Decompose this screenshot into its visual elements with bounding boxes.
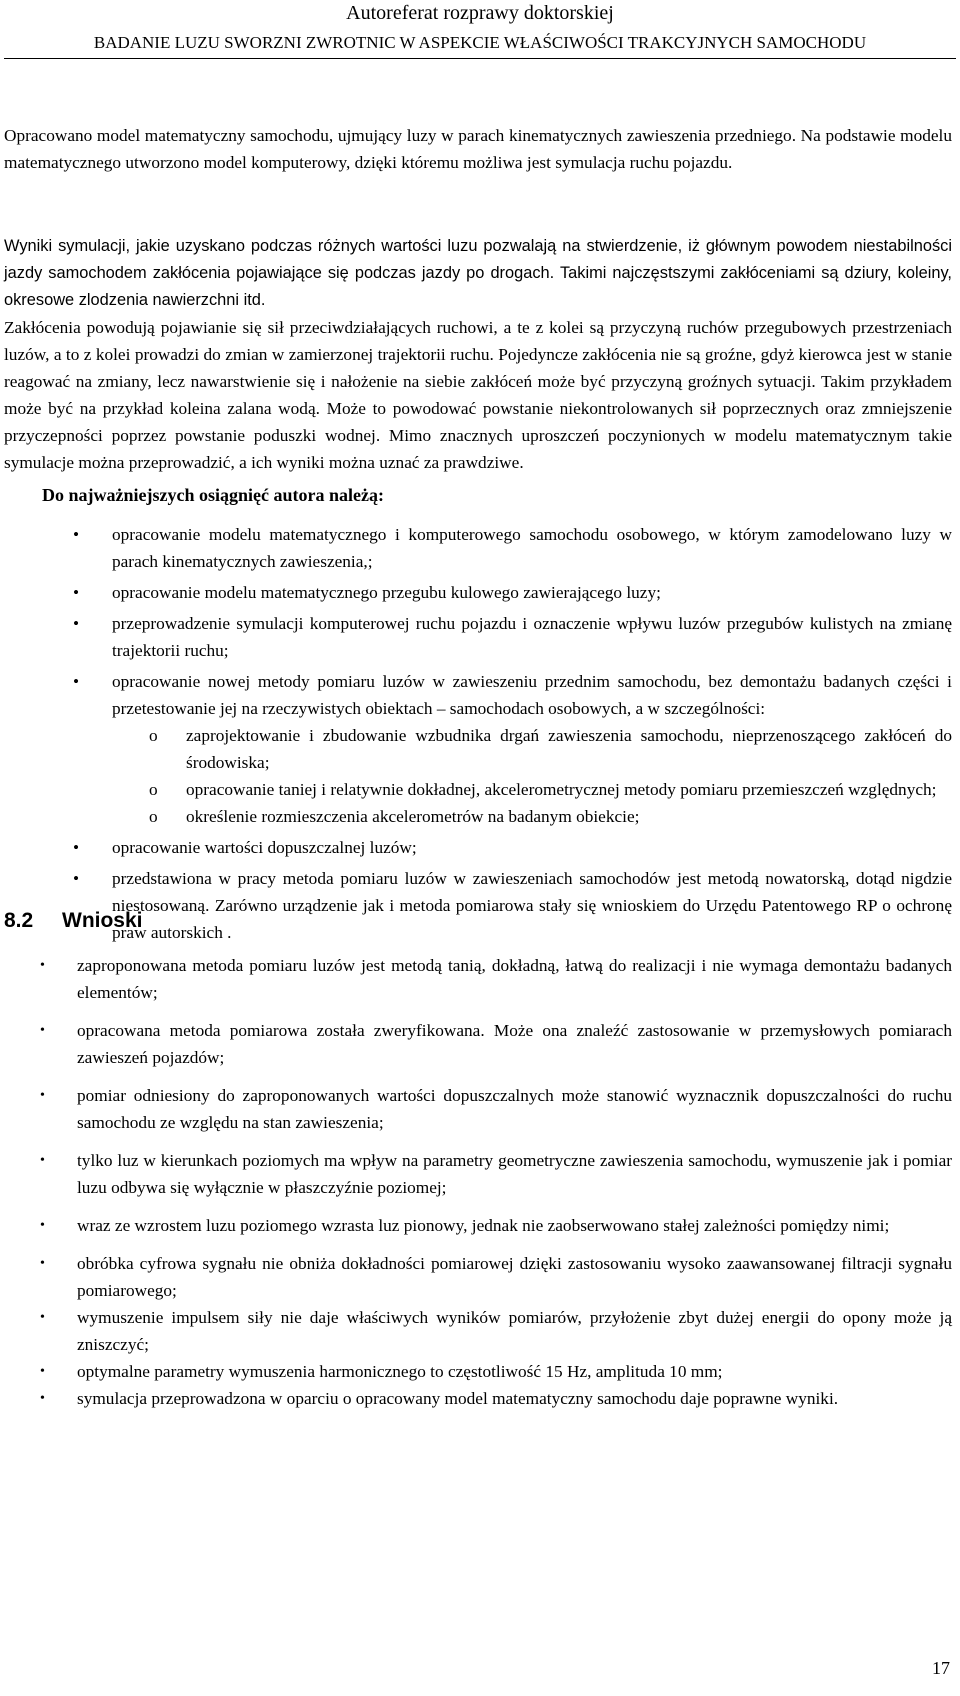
- list-item-text: przeprowadzenie symulacji komputerowej ruchu pojazdu i oznaczenie wpływu luzów przegubów kulistych na zmianę trajektorii ruchu;: [112, 614, 952, 660]
- bullet-icon: •: [40, 1364, 45, 1379]
- achievements-sublist: [112, 722, 952, 830]
- sub-list-item-text: zaprojektowanie i zbudowanie wzbudnika drgań zawieszenia samochodu, nieprzenoszącego zakłóceń do środowiska;: [186, 726, 952, 772]
- circle-bullet-icon: o: [149, 807, 158, 826]
- bullet-icon: •: [73, 614, 80, 633]
- sub-list-item: [112, 803, 952, 830]
- sub-list-item-text: opracowanie taniej i relatywnie dokładnej, akcelerometrycznej metody pomiaru przemieszczeń względnych;: [186, 780, 937, 799]
- bullet-icon: •: [40, 1391, 45, 1406]
- list-item: [0, 1082, 960, 1136]
- list-item: [0, 1304, 960, 1358]
- list-item: [0, 1212, 960, 1239]
- bullet-icon: •: [40, 1218, 45, 1233]
- bullet-icon: •: [40, 1153, 45, 1168]
- list-item: [0, 1358, 960, 1385]
- bullet-icon: •: [40, 1256, 45, 1271]
- bullet-icon: •: [40, 958, 45, 973]
- list-item: [0, 1385, 960, 1412]
- list-item-text: przedstawiona w pracy metoda pomiaru luzów w zawieszeniach samochodów jest metodą nowatorską, dotąd nigdzie niestosowaną. Zarówno urządzenie jak i metoda pomiarowa stały się wnioskiem do Urzędu Patentowego RP o ochronę praw autorskich .: [112, 869, 952, 942]
- list-item-text: opracowanie nowej metody pomiaru luzów w zawieszeniu przednim samochodu, bez demontażu badanych części i przetestowanie jej na rzeczywistych obiektach – samochodach osobowych, a w szczególności:: [112, 672, 952, 718]
- list-item: [0, 865, 960, 946]
- page-number: 17: [932, 1658, 950, 1678]
- circle-bullet-icon: o: [149, 726, 158, 745]
- list-item-text: zaproponowana metoda pomiaru luzów jest metodą tanią, dokładną, łatwą do realizacji i nie wymaga demontażu badanych elementów;: [77, 956, 952, 1002]
- sub-list-item-text: określenie rozmieszczenia akcelerometrów na badanym obiekcie;: [186, 807, 640, 826]
- achievements-title: Do najważniejszych osiągnięć autora należą:: [42, 485, 384, 505]
- list-item: [0, 952, 960, 1006]
- list-item-text: wraz ze wzrostem luzu poziomego wzrasta luz pionowy, jednak nie zaobserwowano stałej zależności pomiędzy nimi;: [77, 1216, 890, 1235]
- sub-list-item: [112, 776, 952, 803]
- list-item-text: symulacja przeprowadzona w oparciu o opracowany model matematyczny samochodu daje poprawne wyniki.: [77, 1389, 839, 1408]
- list-item-text: opracowanie modelu matematycznego przegubu kulowego zawierającego luzy;: [112, 583, 661, 602]
- list-item: [0, 521, 960, 575]
- header-title: Autoreferat rozprawy doktorskiej: [346, 2, 614, 24]
- list-item-text: opracowanie modelu matematycznego i komputerowego samochodu osobowego, w którym zamodelowano luzy w parach kinematycznych zawieszenia,;: [112, 525, 952, 571]
- list-item: [0, 1250, 960, 1304]
- list-item-text: tylko luz w kierunkach poziomych ma wpływ na parametry geometryczne zawieszenia samochodu, wymuszenie jak i pomiar luzu odbywa się wyłącznie w płaszczyźnie poziomej;: [77, 1151, 952, 1197]
- section-title: Wnioski: [62, 909, 143, 932]
- bullet-icon: •: [40, 1310, 45, 1325]
- list-item: [0, 1147, 960, 1201]
- list-item-text: opracowana metoda pomiarowa została zweryfikowana. Może ona znaleźć zastosowanie w przemysłowych pomiarach zawieszeń pojazdów;: [77, 1021, 952, 1067]
- list-item: [0, 1017, 960, 1071]
- header-divider: [4, 58, 956, 59]
- bullet-icon: •: [40, 1023, 45, 1038]
- list-item: [0, 610, 960, 664]
- bullet-icon: •: [73, 525, 80, 544]
- list-item-text: wymuszenie impulsem siły nie daje właściwych wyników pomiarów, przyłożenie zbyt dużej energii do opony może ją zniszczyć;: [77, 1308, 952, 1354]
- conclusions-list: [0, 952, 960, 1412]
- results-paragraph-sans: Wyniki symulacji, jakie uzyskano podczas różnych wartości luzu pozwalają na stwierdzenie, iż głównym powodem niestabilności jazdy samochodem zakłócenia pojawiające się podczas jazdy po drogach. Takimi najczęstszymi zakłóceniami są dziury, koleiny, okresowe zlodzenia nawierzchni itd.: [4, 237, 952, 309]
- header-subtitle: BADANIE LUZU SWORZNI ZWROTNIC W ASPEKCIE WŁAŚCIWOŚCI TRAKCYJNYCH SAMOCHODU: [93, 33, 867, 52]
- bullet-icon: •: [73, 672, 80, 691]
- list-item: [0, 668, 960, 830]
- list-item-text: obróbka cyfrowa sygnału nie obniża dokładności pomiarowej dzięki zastosowaniu wysoko zaawansowanej filtracji sygnału pomiarowego;: [77, 1254, 952, 1300]
- list-item: [0, 834, 960, 861]
- list-item-text: opracowanie wartości dopuszczalnej luzów;: [112, 838, 417, 857]
- bullet-icon: •: [73, 838, 80, 857]
- list-item-text: optymalne parametry wymuszenia harmonicznego to częstotliwość 15 Hz, amplituda 10 mm;: [77, 1362, 723, 1381]
- section-heading: [4, 909, 143, 933]
- circle-bullet-icon: o: [149, 780, 158, 799]
- bullet-icon: •: [73, 583, 80, 602]
- bullet-icon: •: [40, 1088, 45, 1103]
- bullet-icon: •: [73, 869, 80, 888]
- section-number: 8.2: [4, 909, 34, 932]
- sub-list-item: [112, 722, 952, 776]
- achievements-list: [0, 521, 960, 950]
- intro-paragraph: Opracowano model matematyczny samochodu, ujmujący luzy w parach kinematycznych zawieszenia przedniego. Na podstawie modelu matematycznego utworzono model komputerowy, dzięki któremu możliwa jest symulacja ruchu pojazdu.: [4, 126, 952, 172]
- list-item: [0, 579, 960, 606]
- results-paragraph-serif: Zakłócenia powodują pojawianie się sił przeciwdziałających ruchowi, a te z kolei są przyczyną ruchów przegubowych przestrzeniach luzów, a to z kolei prowadzi do zmian w zamierzonej trajektorii ruchu. Pojedyncze zakłócenia nie są groźne, gdyż kierowca jest w stanie reagować na zmiany, lecz nawarstwienie się i nałożenie na siebie zakłóceń może być przyczyną groźnych sytuacji. Takim przykładem może być na przykład koleina zalana wodą. Może to powodować powstanie niekontrolowanych sił poprzecznych oraz zmniejszenie przyczepności poprzez powstanie poduszki wodnej. Mimo znacznych uproszczeń poczynionych w modelu matematycznym takie symulacje można przeprowadzić, a ich wyniki można uznać za prawdziwe.: [4, 318, 952, 472]
- list-item-text: pomiar odniesiony do zaproponowanych wartości dopuszczalnych może stanowić wyznacznik dopuszczalności do ruchu samochodu ze względu na stan zawieszenia;: [77, 1086, 952, 1132]
